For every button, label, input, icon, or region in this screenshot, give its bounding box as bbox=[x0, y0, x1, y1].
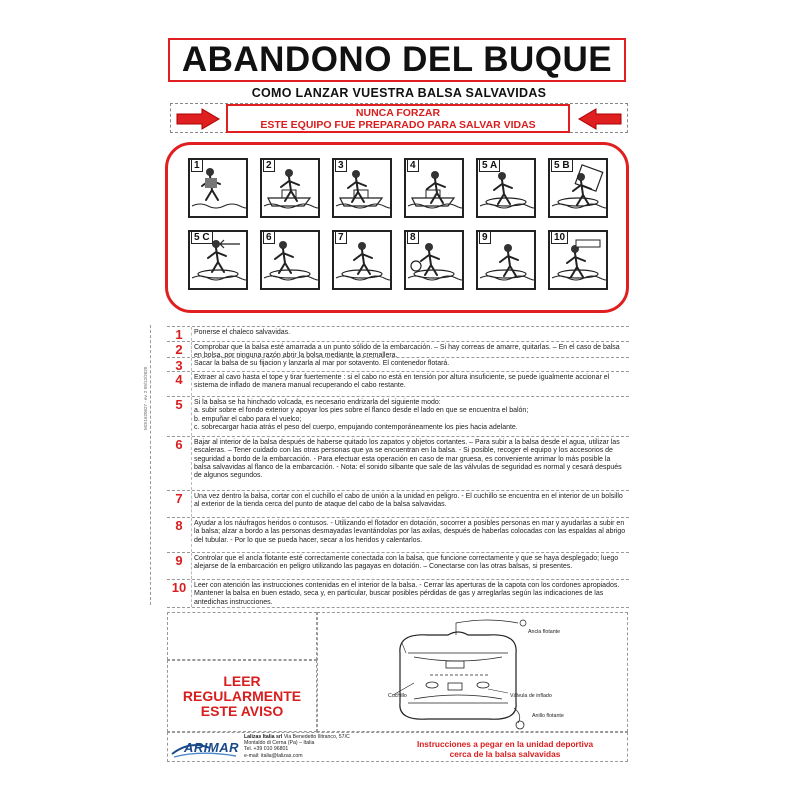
notice-line-2: REGULARMENTE bbox=[182, 687, 302, 704]
step-number: 9 bbox=[175, 553, 183, 568]
pictogram-tile bbox=[404, 230, 464, 290]
table-row bbox=[167, 326, 629, 341]
pictogram-tile bbox=[188, 158, 248, 218]
step-number: 2 bbox=[175, 342, 183, 357]
pictogram-tile bbox=[476, 230, 536, 290]
step-text: Una vez dentro la balsa, cortar con el cuchillo el cabo de unión a la unidad en peligro. - El cuchillo se encuentra en el interior de un bolsillo al exterior de la tienda cerca del punto de ataque del cabo de la balsa salvavidas. bbox=[194, 493, 623, 509]
row-divider bbox=[191, 358, 192, 371]
row-divider bbox=[191, 327, 192, 341]
table-row bbox=[167, 371, 629, 396]
table-row bbox=[167, 396, 629, 436]
arrow-left-icon bbox=[578, 108, 622, 130]
company-address-2: Montaldo di Cerna (Pa) – Italia bbox=[244, 740, 315, 747]
label-valvula: Válvula de inflado bbox=[510, 693, 552, 699]
table-row bbox=[167, 579, 629, 607]
row-divider bbox=[191, 553, 192, 579]
step-number: 3 bbox=[175, 358, 183, 373]
label-ancla: Ancla flotante bbox=[528, 629, 561, 635]
step-text: Bajar al interior de la balsa después de haberse quitado los zapatos y objetos cortantes. – Para subir a la balsa desde el agua, utilizar las escaleras. – Tener cuidado con las otras personas que ya se encuentran en la balsa. - Si posible, recoger el equipo y los accesorios de seguridad a bordo de la embarcación. - Para efectuar esta operación en caso de mar gruesa, es conveniente arrimar lo más posible la balsa salvavidas al flanco de la embarcación. - Nota: el sonido silbante que sale de las válvulas de seguridad es normal y cesará después de algunos segundos. bbox=[194, 439, 622, 480]
pictogram-tile bbox=[188, 230, 248, 290]
pictogram-number: 8 bbox=[407, 231, 419, 244]
step-number: 5 bbox=[175, 397, 183, 412]
row-divider bbox=[191, 342, 192, 357]
table-row bbox=[167, 517, 629, 552]
pictogram-number: 3 bbox=[335, 159, 347, 172]
warning-box bbox=[226, 104, 570, 133]
warning-line-1: NUNCA FORZAR bbox=[355, 106, 441, 119]
label-anillo: Anillo flotante bbox=[532, 713, 564, 719]
company-phone: Tel. +39 010 96801 bbox=[244, 746, 289, 753]
step-number: 7 bbox=[175, 491, 183, 506]
step-number: 6 bbox=[175, 437, 183, 452]
row-divider bbox=[191, 491, 192, 517]
pictogram-tile bbox=[332, 230, 392, 290]
step-text: Controlar que el ancla flotante esté correctamente conectada con la balsa, que funcione correctamente y que se haya desplegado; luego alejarse de la embarcación en peligro utilizando las pagayas en dotación. – Conectarse con las otras balsas, si presentes. bbox=[194, 555, 619, 571]
title-box bbox=[168, 38, 626, 82]
notice-line-3: ESTE AVISO bbox=[200, 702, 284, 719]
placement-instructions bbox=[385, 739, 625, 759]
pictogram-number: 5 C bbox=[191, 231, 213, 244]
notice-line-1: LEER bbox=[223, 672, 261, 689]
pictogram-number: 6 bbox=[263, 231, 275, 244]
pictogram-tile bbox=[476, 158, 536, 218]
step-text: Leer con atención las instrucciones contenidas en el interior de la balsa. - Cerrar las aperturas de la capota con los cordones apropiados. Mantener la balsa en buen estado, seca y, en particular, buscar posibles pérdidas de gas y arreglarlas según las indicaciones de las antedichas instrucciones. bbox=[194, 582, 620, 606]
pictogram-number: 5 A bbox=[479, 159, 500, 172]
table-row bbox=[167, 357, 629, 371]
table-bottom-border bbox=[167, 607, 629, 608]
placement-line-1: Instrucciones a pegar en la unidad deportiva bbox=[416, 739, 594, 749]
step-number: 4 bbox=[175, 372, 183, 387]
step-text: Comprobar que la balsa esté amarrada a un punto sólido de la embarcación. – Si hay correas de amarre, quitarlas. – En el caso de balsa en bolsa, por ninguna razón abrir la bolsa mediante la cremallera. bbox=[194, 344, 620, 360]
left-dashed-guide bbox=[150, 325, 152, 605]
table-row bbox=[167, 552, 629, 579]
label-cuchillo: Cuchillo bbox=[388, 693, 407, 699]
company-address-1: Via Benedetto Ilitranco, 57/C bbox=[283, 734, 350, 740]
document-code: MOI1620627 - ev. 2 09/12/2020 bbox=[143, 366, 148, 430]
row-divider bbox=[191, 437, 192, 490]
pictogram-tile bbox=[332, 158, 392, 218]
company-email: e-mail: italia@lalizas.com bbox=[244, 752, 303, 759]
arimar-logo bbox=[170, 736, 240, 760]
pictogram-number: 7 bbox=[335, 231, 347, 244]
row-divider bbox=[191, 518, 192, 552]
pictogram-tile bbox=[404, 158, 464, 218]
step-text: Extraer al cavo hasta el tope y tirar fuertemente : si el cabo no está en tensión por altura insuficiente, se puede igualmente accionar el sistema de inflado de manera manual recuperando el cabo restante. bbox=[194, 374, 610, 390]
raft-diagram-box bbox=[317, 612, 628, 732]
notice-box bbox=[167, 660, 317, 732]
pictogram-number: 1 bbox=[191, 159, 203, 172]
row-divider bbox=[191, 580, 192, 607]
row-divider bbox=[191, 372, 192, 396]
pictogram-number: 4 bbox=[407, 159, 419, 172]
step-number: 10 bbox=[171, 580, 187, 595]
pictogram-tile bbox=[260, 230, 320, 290]
company-name: Lalizas Italia srl bbox=[244, 734, 283, 740]
table-row bbox=[167, 341, 629, 360]
placement-line-2: cerca de la balsa salvavidas bbox=[449, 749, 561, 759]
raft-diagram-icon bbox=[318, 613, 629, 733]
pictogram-number: 5 B bbox=[551, 159, 573, 172]
pictogram-tile bbox=[260, 158, 320, 218]
warning-line-2: ESTE EQUIPO FUE PREPARADO PARA SALVAR VIDAS bbox=[260, 118, 536, 131]
step-text: Si la balsa se ha hinchado volcada, es necesario endrizarla del siguiente modo: a. subir sobre el fondo exterior y apoyar los pies sobre el flanco desde el lado en que se encuentra el balón; b. empuñar el cabo para el vuelco; c. sobrecargar hacia atrás el peso del cuerpo, empujando contemporáneamente los pies hacia adelante. bbox=[194, 399, 529, 431]
table-row bbox=[167, 490, 629, 517]
step-number: 1 bbox=[175, 327, 183, 342]
company-info bbox=[244, 734, 380, 759]
page-title: ABANDONO DEL BUQUE bbox=[181, 40, 613, 79]
step-text: Ayudar a los náufragos heridos o contusos. - Utilizando el flotador en dotación, socorrer a posibles personas en mar y ayudarlas a subir en la balsa; alzar a bordo a las personas desmayadas levantándolas por las axilas, después de haberlas colocadas con las espaldas al abrigo del tubular. - Por lo que se pueda hacer, secar a los heridos y calentarlos. bbox=[194, 520, 626, 544]
row-divider bbox=[191, 397, 192, 436]
step-number: 8 bbox=[175, 518, 183, 533]
pictogram-tile bbox=[548, 230, 608, 290]
arrow-right-icon bbox=[176, 108, 220, 130]
table-row bbox=[167, 436, 629, 490]
pictogram-number: 2 bbox=[263, 159, 275, 172]
step-text: Ponerse el chaleco salvavidas. bbox=[194, 329, 291, 336]
step-text: Sacar la balsa de su fijacion y lanzarla al mar por sotavento. El contenedor flotará. bbox=[194, 360, 450, 367]
pictogram-number: 9 bbox=[479, 231, 491, 244]
pictogram-number: 10 bbox=[551, 231, 568, 244]
page-subtitle: COMO LANZAR VUESTRA BALSA SALVAVIDAS bbox=[251, 86, 547, 100]
pictogram-tile bbox=[548, 158, 608, 218]
blank-box bbox=[167, 612, 317, 660]
logo-text: ARIMAR bbox=[184, 740, 239, 755]
